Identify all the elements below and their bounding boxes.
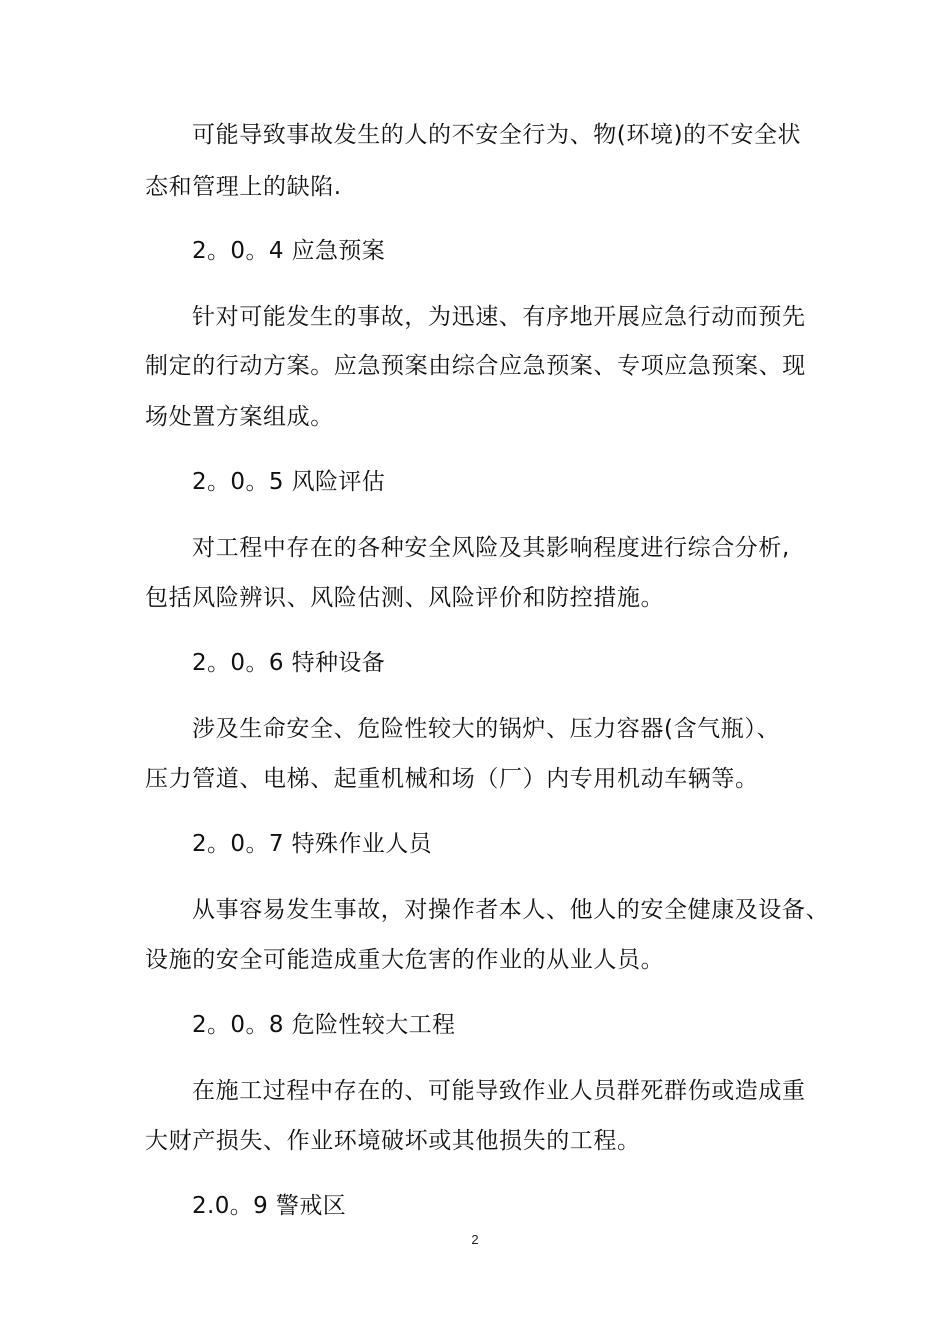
paragraph-line: 包括风险辨识、风险估测、风险评价和防控措施。	[145, 585, 665, 611]
section-heading: 2。0。7 特殊作业人员	[192, 831, 433, 857]
paragraph-line: 态和管理上的缺陷.	[145, 174, 342, 200]
section-heading: 2。0。5 风险评估	[192, 469, 386, 495]
section-heading: 2。0。4 应急预案	[192, 238, 386, 264]
paragraph-line: 对工程中存在的各种安全风险及其影响程度进行综合分析,	[192, 535, 790, 561]
paragraph-line: 设施的安全可能造成重大危害的作业的从业人员。	[145, 947, 665, 973]
paragraph-line: 大财产损失、作业环境破坏或其他损失的工程。	[145, 1128, 641, 1154]
paragraph-line: 场处置方案组成。	[145, 404, 334, 430]
section-heading: 2。0。6 特种设备	[192, 650, 386, 676]
paragraph-line: 制定的行动方案。应急预案由综合应急预案、专项应急预案、现	[145, 353, 806, 379]
paragraph-line: 可能导致事故发生的人的不安全行为、物(环境)的不安全状	[192, 122, 802, 148]
section-heading: 2.0。9 警戒区	[192, 1193, 347, 1219]
page-number: 2	[471, 1232, 479, 1247]
section-heading: 2。0。8 危险性较大工程	[192, 1012, 456, 1038]
paragraph-line: 从事容易发生事故，对操作者本人、他人的安全健康及设备、	[192, 897, 830, 923]
paragraph-line: 针对可能发生的事故，为迅速、有序地开展应急行动而预先	[192, 304, 806, 330]
paragraph-line: 压力管道、电梯、起重机械和场（厂）内专用机动车辆等。	[145, 766, 759, 792]
paragraph-line: 涉及生命安全、危险性较大的锅炉、压力容器(含气瓶）、	[192, 716, 781, 742]
paragraph-line: 在施工过程中存在的、可能导致作业人员群死群伤或造成重	[192, 1078, 806, 1104]
